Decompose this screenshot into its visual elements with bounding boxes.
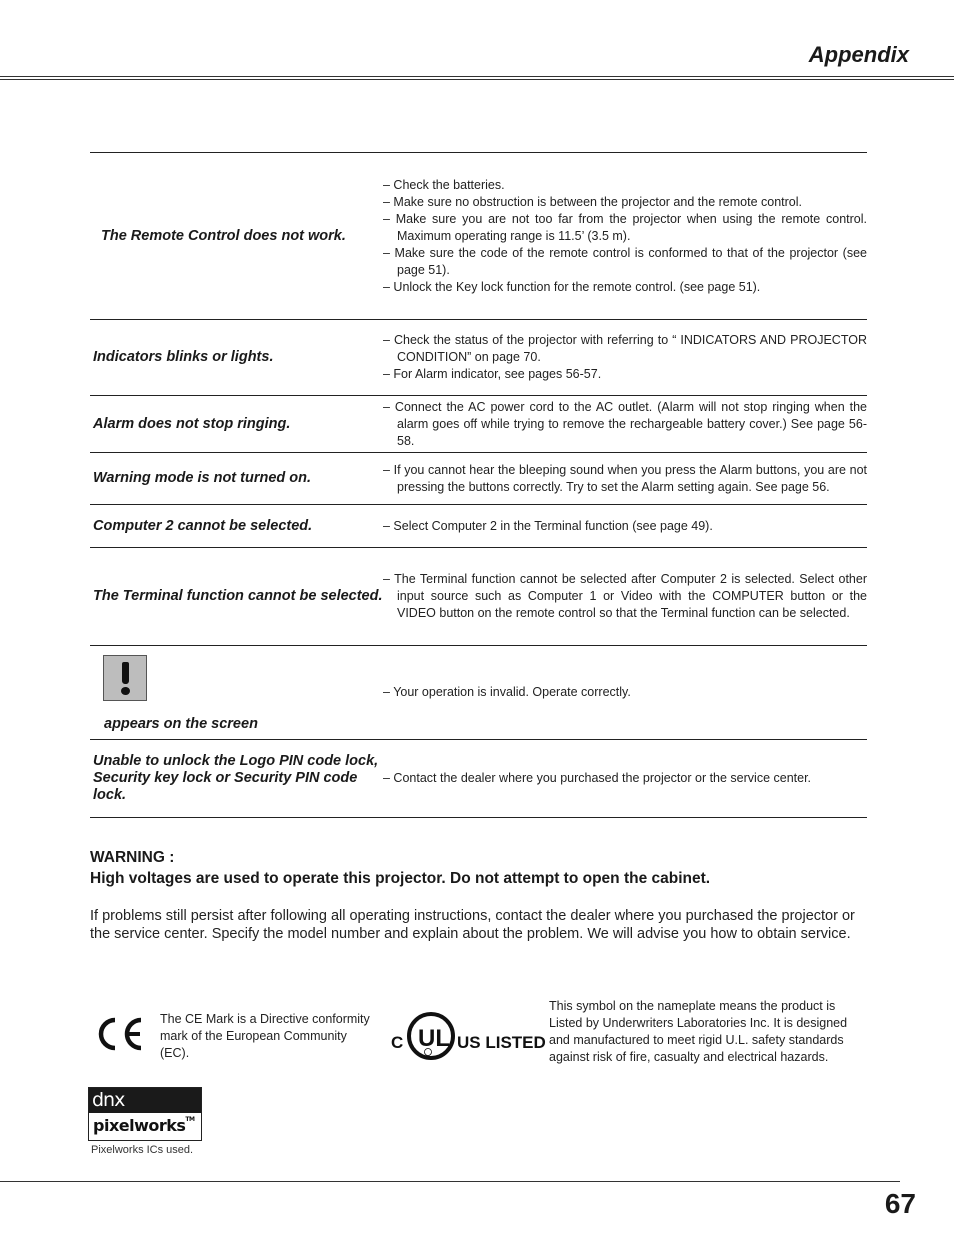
table-row: [90, 153, 867, 320]
remedy-item: – Connect the AC power cord to the AC outlet. (Alarm will not stop ringing when the alarm goes off while trying to remove the rechargeable battery cover.) See page 56-58.: [383, 399, 867, 448]
problem-cell: The Remote Control does not work.: [101, 227, 346, 244]
exclamation-warning-icon: [103, 655, 147, 701]
remedy-item: – Make sure no obstruction is between the projector and the remote control.: [383, 194, 802, 209]
remedy-cell: [383, 153, 867, 320]
ce-mark-icon: [95, 1016, 145, 1052]
remedy-item: – The Terminal function cannot be selected after Computer 2 is selected. Select other input source such as Computer 1 or Video with the COMPUTER button or the VIDEO button on the remote control so that the Terminal function can be selected.: [383, 572, 867, 620]
warning-block: [90, 849, 870, 888]
table-row: [90, 646, 867, 740]
remedy-cell: [383, 646, 867, 740]
table-row: [90, 740, 867, 818]
table-row: [90, 453, 867, 505]
table-row: [90, 548, 867, 646]
problem-cell: Indicators blinks or lights.: [93, 349, 274, 365]
problem-cell: Computer 2 cannot be selected.: [93, 517, 313, 534]
table-row: [90, 320, 867, 396]
advice-paragraph: If problems still persist after following all operating instructions, contact the dealer where you purchased the projector or the service center. Specify the model number and explain about the problem. We will advise you how to obtain service.: [90, 908, 855, 942]
svg-text:C: C: [391, 1033, 404, 1052]
remedy-cell: [383, 320, 867, 396]
remedy-item: – Select Computer 2 in the Terminal function (see page 49).: [383, 518, 713, 533]
remedy-item: – Make sure you are not too far from the projector when using the remote control. Maximum operating range is 11.5’ (3.5 m).: [383, 211, 867, 243]
remedy-item: – Contact the dealer where you purchased the projector or the service center.: [383, 771, 812, 785]
ul-description: This symbol on the nameplate means the product is Listed by Underwriters Laboratories Inc. It is designed and manufactured to meet rigid U.L. safety standards against risk of fire, casualty and electrical hazards.: [549, 999, 848, 1064]
footer-rule: [0, 1181, 900, 1182]
pixelworks-logo-text: pixelworks™: [93, 1116, 195, 1135]
remedy-item: – Check the batteries.: [383, 177, 505, 192]
svg-text:US LISTED: US LISTED: [457, 1033, 546, 1052]
header-rule: [0, 76, 954, 77]
problem-cell: Unable to unlock the Logo PIN code lock, Security key lock or Security PIN code lock.: [93, 753, 379, 803]
table-row: [90, 396, 867, 453]
problem-cell: Alarm does not stop ringing.: [93, 415, 291, 432]
remedy-item: – For Alarm indicator, see pages 56-57.: [383, 367, 602, 381]
remedy-item: – Make sure the code of the remote control is conformed to that of the projector (see page 51).: [383, 245, 867, 277]
problem-cell: [90, 646, 383, 740]
remedy-cell: [383, 453, 867, 505]
problem-cell: Warning mode is not turned on.: [93, 470, 312, 486]
problem-text: appears on the screen: [104, 716, 258, 732]
svg-text:UL: UL: [418, 1025, 450, 1052]
header-rule: [0, 79, 954, 80]
pixelworks-logo: [88, 1087, 202, 1141]
table-row: [90, 505, 867, 548]
problem-cell: The Terminal function cannot be selected.: [93, 588, 383, 604]
page-number: 67: [884, 1188, 916, 1219]
remedy-cell: [383, 548, 867, 646]
pixelworks-caption: Pixelworks ICs used.: [91, 1144, 194, 1156]
remedy-cell: [383, 396, 867, 453]
remedy-item: – Check the status of the projector with referring to “ INDICATORS AND PROJECTOR CONDITION” on page 70.: [383, 333, 867, 364]
ul-listed-icon: [390, 1008, 546, 1064]
troubleshooting-table: [90, 152, 867, 818]
remedy-item: – Your operation is invalid. Operate correctly.: [383, 685, 631, 699]
remedy-cell: [383, 505, 867, 548]
remedy-item: – If you cannot hear the bleeping sound when you press the Alarm buttons, you are not pressing the buttons correctly. Try to set the Alarm setting again. See page 56.: [383, 462, 867, 494]
remedy-cell: [383, 740, 867, 818]
dnx-logo-text: dnx: [92, 1089, 125, 1111]
remedy-item: – Unlock the Key lock function for the remote control. (see page 51).: [383, 279, 761, 294]
section-title: Appendix: [808, 42, 909, 67]
warning-text: High voltages are used to operate this projector. Do not attempt to open the cabinet.: [90, 870, 711, 887]
ce-description: The CE Mark is a Directive conformity mark of the European Community (EC).: [160, 1012, 370, 1060]
warning-label: WARNING :: [90, 849, 175, 866]
